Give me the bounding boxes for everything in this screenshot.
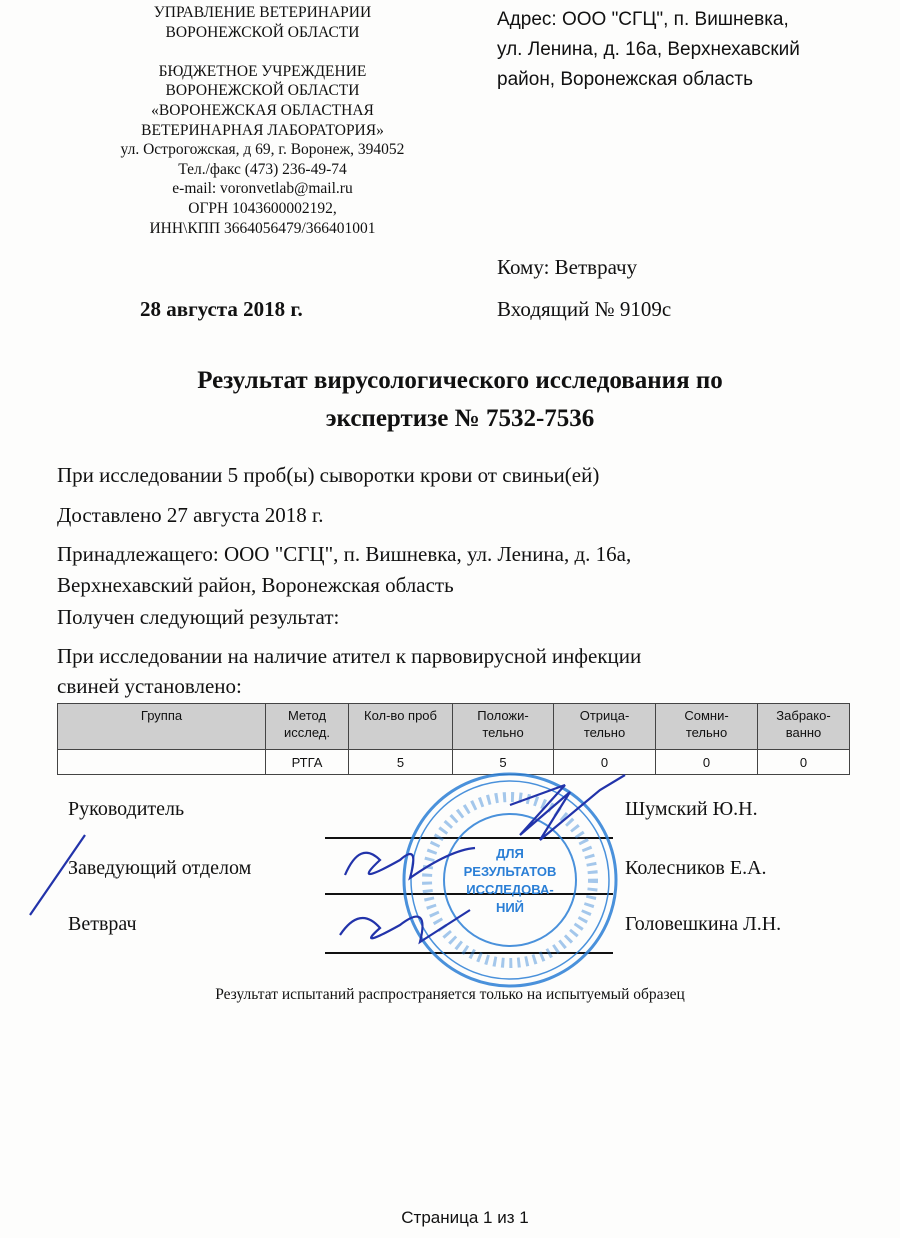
body-line: При исследовании 5 проб(ы) сыворотки крови от свиньи(ей) <box>57 463 600 487</box>
body-line: Доставлено 27 августа 2018 г. <box>57 503 324 527</box>
col-count: Кол-во проб <box>349 704 453 750</box>
letterhead-line: ОГРН 1043600002192, <box>188 199 337 217</box>
stamp-line: ИССЛЕДОВА- <box>466 882 554 897</box>
signer-name: Колесников Е.А. <box>625 857 767 879</box>
body-line: Принадлежащего: ООО "СГЦ", п. Вишневка, ул. Ленина, д. 16а, <box>57 542 632 566</box>
letterhead-line: e-mail: voronvetlab@mail.ru <box>172 180 353 198</box>
signer-name: Головешкина Л.Н. <box>625 913 782 935</box>
col-method: Метод исслед. <box>266 704 349 750</box>
col-group: Группа <box>58 704 266 750</box>
cell: РТГА <box>266 750 349 775</box>
col-doubtful: Сомни- тельно <box>656 704 758 750</box>
body-line: свиней установлено: <box>57 674 242 698</box>
cell <box>58 750 266 775</box>
letterhead-line: Тел./факс (473) 236-49-74 <box>178 160 347 178</box>
letterhead-line: ИНН\КПП 3664056479/366401001 <box>149 219 376 237</box>
table-header-row <box>58 704 850 750</box>
pen-stroke <box>20 825 100 925</box>
footnote: Результат испытаний распространяется только на испытуемый образец <box>215 986 685 1003</box>
lab-letterhead <box>60 3 465 238</box>
page-number: Страница 1 из 1 <box>401 1208 529 1227</box>
body-line: Верхнехавский район, Воронежская область <box>57 573 454 597</box>
stamp-line: РЕЗУЛЬТАТОВ <box>463 864 557 879</box>
signer-role: Руководитель <box>68 798 185 820</box>
body-line: Получен следующий результат: <box>57 605 340 629</box>
col-rejected: Забрако- ванно <box>758 704 850 750</box>
col-positive: Положи- тельно <box>453 704 554 750</box>
title-line: Результат вирусологического исследования по <box>197 367 723 394</box>
letterhead-line: ул. Острогожская, д 69, г. Воронеж, 394052 <box>120 141 405 159</box>
page-title <box>40 362 880 438</box>
address-line: Адрес: ООО "СГЦ", п. Вишневка, <box>497 9 789 30</box>
cell: 0 <box>554 750 656 775</box>
document-date: 28 августа 2018 г. <box>140 297 303 321</box>
title-line: экспертизе № 7532-7536 <box>325 405 595 432</box>
stamp-line: ДЛЯ <box>496 846 524 861</box>
incoming-number: Входящий № 9109с <box>497 297 672 321</box>
col-negative: Отрица- тельно <box>554 704 656 750</box>
recipient-address <box>497 5 800 95</box>
letterhead-line: ВОРОНЕЖСКОЙ ОБЛАСТИ <box>165 82 360 100</box>
stamp-center-text <box>464 846 557 915</box>
spacer <box>60 42 465 62</box>
cell: 5 <box>453 750 554 775</box>
signer-name: Шумский Ю.Н. <box>625 798 758 820</box>
letterhead-line: «ВОРОНЕЖСКАЯ ОБЛАСТНАЯ <box>151 101 374 119</box>
results-table <box>57 703 850 775</box>
cell: 5 <box>349 750 453 775</box>
signer-role: Ветврач <box>68 913 137 935</box>
stamp-line: НИЙ <box>495 900 525 915</box>
cell: 0 <box>656 750 758 775</box>
body-line: При исследовании на наличие атител к парвовирусной инфекции <box>57 644 642 668</box>
address-line: ул. Ленина, д. 16а, Верхнехавский <box>497 39 800 60</box>
lab-stamp <box>330 770 630 990</box>
letterhead-line: ВЕТЕРИНАРНАЯ ЛАБОРАТОРИЯ» <box>141 121 384 139</box>
letterhead-line: ВОРОНЕЖСКОЙ ОБЛАСТИ <box>165 23 360 41</box>
letterhead-line: БЮДЖЕТНОЕ УЧРЕЖДЕНИЕ <box>158 62 367 80</box>
address-line: район, Воронежская область <box>497 69 754 90</box>
cell: 0 <box>758 750 850 775</box>
recipient: Кому: Ветврачу <box>497 255 638 279</box>
letterhead-line: УПРАВЛЕНИЕ ВЕТЕРИНАРИИ <box>153 4 372 21</box>
signer-role: Заведующий отделом <box>68 857 252 879</box>
